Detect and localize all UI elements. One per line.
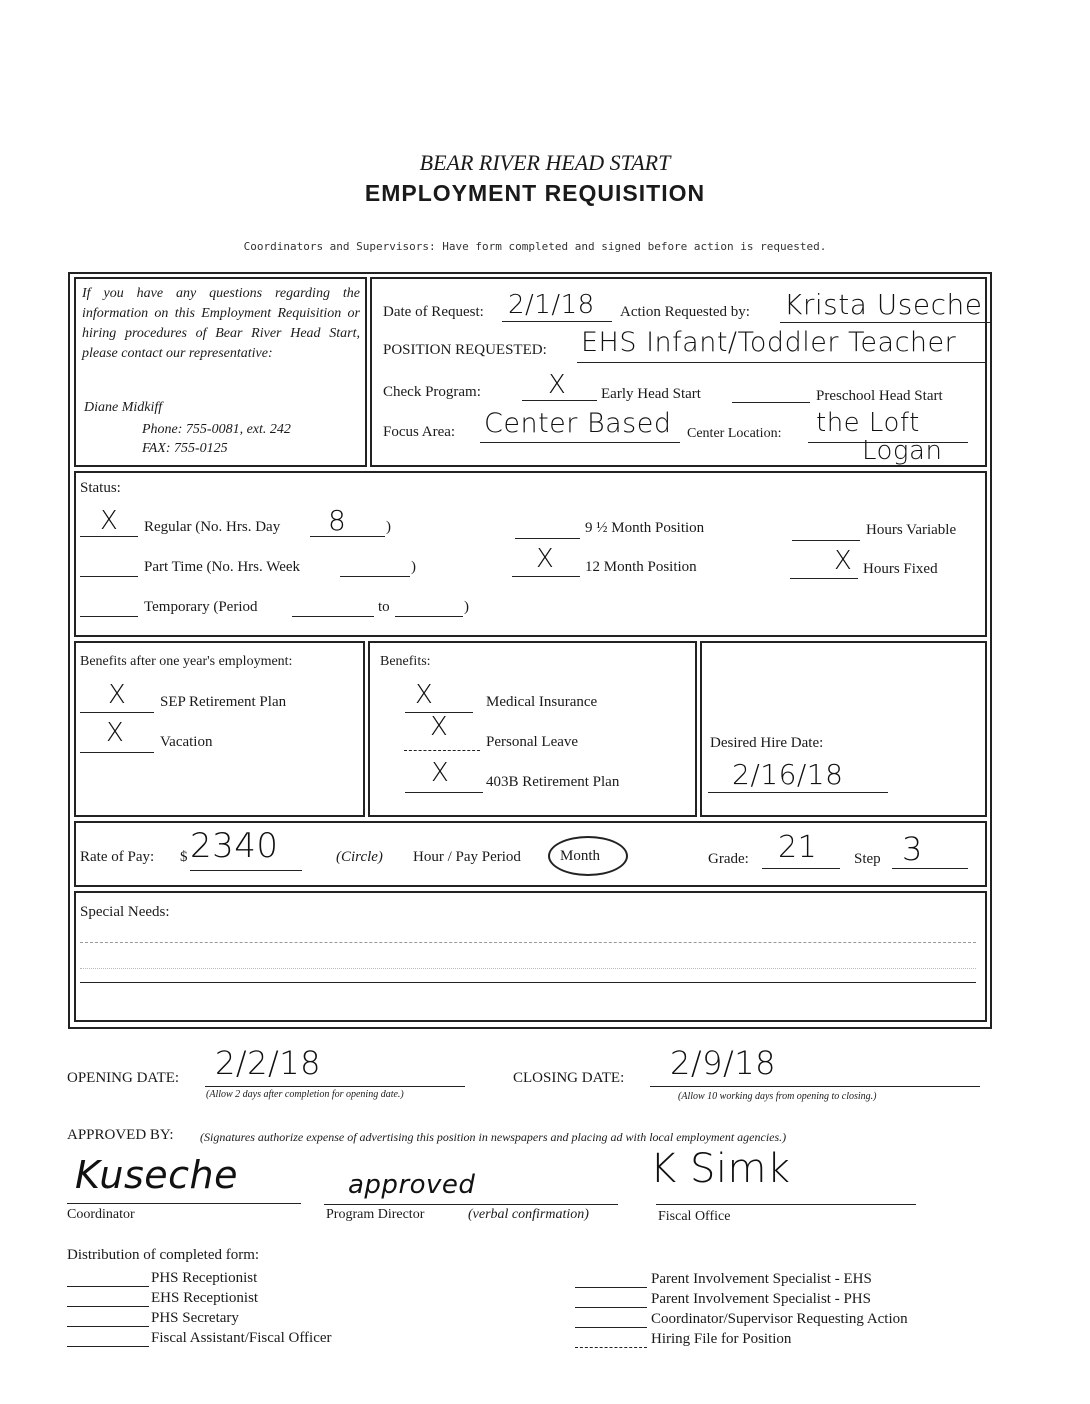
retirement-403b-mark: X	[431, 758, 449, 788]
nine-month-checkbox[interactable]	[515, 518, 580, 539]
vacation-label: Vacation	[160, 734, 213, 750]
fiscal-office-label: Fiscal Office	[658, 1209, 731, 1224]
date-of-request-value: 2/1/18	[508, 290, 595, 320]
pay-period-label: Hour / Pay Period	[413, 849, 521, 865]
regular-mark: X	[100, 506, 118, 536]
fiscal-office-signature-field[interactable]	[650, 1146, 916, 1205]
distribution-checkbox[interactable]	[575, 1271, 647, 1288]
distribution-checkbox[interactable]	[67, 1270, 149, 1287]
temporary-close-paren: )	[464, 599, 469, 615]
step-value: 3	[902, 830, 923, 868]
twelve-month-mark: X	[536, 544, 554, 574]
status-label: Status:	[80, 480, 121, 496]
position-requested-label: POSITION REQUESTED:	[383, 342, 547, 358]
date-of-request-label: Date of Request:	[383, 304, 484, 320]
distribution-item[interactable]	[67, 1327, 387, 1347]
part-time-label: Part Time (No. Hrs. Week	[144, 559, 301, 575]
currency-symbol: $	[180, 849, 188, 865]
contact-phone: Phone: 755-0081, ext. 242	[142, 422, 291, 437]
distribution-item-label: PHS Secretary	[151, 1310, 239, 1326]
special-needs-line-3[interactable]	[80, 982, 976, 983]
focus-area-label: Focus Area:	[383, 424, 456, 440]
medical-insurance-checkbox[interactable]	[405, 680, 473, 713]
coordinator-signature-field[interactable]	[67, 1153, 301, 1204]
desired-hire-date-value: 2/16/18	[732, 758, 844, 791]
temporary-to-field[interactable]	[395, 596, 463, 617]
twelve-month-label: 12 Month Position	[585, 559, 697, 575]
distribution-checkbox[interactable]	[67, 1290, 149, 1307]
regular-checkbox[interactable]	[80, 506, 138, 537]
temporary-from-field[interactable]	[292, 596, 374, 617]
special-needs-box	[74, 891, 987, 1022]
closing-date-value: 2/9/18	[670, 1044, 776, 1082]
personal-leave-checkbox[interactable]	[404, 712, 480, 751]
opening-date-value: 2/2/18	[215, 1044, 321, 1082]
distribution-label: Distribution of completed form:	[67, 1247, 260, 1263]
distribution-item-label: Fiscal Assistant/Fiscal Officer	[151, 1330, 332, 1346]
special-needs-line-1[interactable]	[80, 942, 976, 943]
organization-name: BEAR RIVER HEAD START	[419, 150, 671, 175]
regular-hours-value: 8	[328, 504, 347, 537]
grade-value: 21	[778, 830, 818, 865]
distribution-right-list	[575, 1268, 995, 1348]
temporary-label: Temporary (Period	[144, 599, 258, 615]
benefits-label: Benefits:	[380, 654, 431, 669]
preschool-head-start-label: Preschool Head Start	[816, 388, 943, 404]
regular-hours-field[interactable]	[310, 504, 385, 537]
contact-text: If you have any questions regarding the information on this Employment Requisition or hiring procedures of Bear River Head Start, please contact our representative:	[82, 286, 360, 361]
regular-close-paren: )	[386, 519, 391, 535]
step-field[interactable]	[892, 830, 968, 869]
distribution-item-label: EHS Receptionist	[151, 1290, 259, 1306]
part-time-hours-field[interactable]	[340, 556, 410, 577]
grade-label: Grade:	[708, 851, 749, 867]
distribution-item[interactable]	[575, 1328, 995, 1348]
desired-hire-date-label: Desired Hire Date:	[710, 735, 824, 751]
distribution-item[interactable]	[67, 1287, 387, 1307]
vacation-checkbox[interactable]	[80, 718, 154, 753]
hours-variable-label: Hours Variable	[866, 522, 957, 538]
form-instruction: Coordinators and Supervisors: Have form completed and signed before action is requested.	[243, 240, 827, 253]
opening-date-field[interactable]	[205, 1044, 465, 1087]
part-time-checkbox[interactable]	[80, 556, 138, 577]
distribution-item[interactable]	[67, 1267, 387, 1287]
check-program-label: Check Program:	[383, 384, 481, 400]
center-location-value-1: the Loft	[816, 408, 920, 438]
program-director-signature: approved	[348, 1170, 476, 1200]
form-title: EMPLOYMENT REQUISITION	[364, 180, 706, 206]
action-requested-field[interactable]	[780, 290, 990, 323]
distribution-item-label: PHS Receptionist	[151, 1270, 258, 1286]
program-director-signature-field[interactable]	[324, 1170, 618, 1205]
distribution-item[interactable]	[575, 1308, 995, 1328]
preschool-head-start-checkbox[interactable]	[732, 382, 810, 403]
action-requested-value: Krista Useche	[784, 288, 983, 321]
part-time-close-paren: )	[411, 559, 416, 575]
retirement-403b-checkbox[interactable]	[405, 758, 483, 793]
distribution-checkbox[interactable]	[67, 1310, 149, 1327]
closing-date-label: CLOSING DATE:	[513, 1070, 625, 1086]
early-head-start-label: Early Head Start	[601, 386, 701, 402]
vacation-mark: X	[106, 718, 124, 748]
contact-name: Diane Midkiff	[84, 400, 163, 415]
opening-date-note: (Allow 2 days after completion for opening date.)	[206, 1089, 404, 1100]
medical-insurance-mark: X	[415, 680, 433, 710]
personal-leave-label: Personal Leave	[486, 734, 579, 750]
distribution-item-label: Coordinator/Supervisor Requesting Action	[651, 1311, 908, 1327]
distribution-checkbox[interactable]	[575, 1291, 647, 1308]
rate-of-pay-field[interactable]	[190, 826, 302, 871]
month-option[interactable]	[548, 836, 628, 876]
fiscal-office-signature: K Simk	[650, 1146, 791, 1192]
hours-variable-checkbox[interactable]	[792, 520, 860, 541]
distribution-item-label: Hiring File for Position	[651, 1331, 792, 1347]
distribution-item-label: Parent Involvement Specialist - EHS	[651, 1271, 872, 1287]
approved-by-note: (Signatures authorize expense of advertising this position in newspapers and placing ad with local employment agencies.)	[200, 1130, 787, 1144]
distribution-checkbox[interactable]	[67, 1330, 149, 1347]
hours-fixed-label: Hours Fixed	[863, 561, 938, 577]
distribution-checkbox[interactable]	[575, 1311, 647, 1328]
contact-fax: FAX: 755-0125	[142, 441, 228, 456]
rate-of-pay-value: 2340	[190, 826, 279, 866]
rate-of-pay-label: Rate of Pay:	[80, 849, 155, 865]
circle-instruction: (Circle)	[336, 849, 383, 865]
focus-area-value: Center Based	[484, 408, 672, 439]
retirement-403b-label: 403B Retirement Plan	[486, 774, 620, 790]
sep-retirement-label: SEP Retirement Plan	[160, 694, 287, 710]
action-requested-label: Action Requested by:	[620, 304, 750, 320]
program-director-label: Program Director	[326, 1207, 425, 1222]
distribution-item-label: Parent Involvement Specialist - PHS	[651, 1291, 871, 1307]
hours-fixed-checkbox[interactable]	[790, 546, 858, 579]
closing-date-note: (Allow 10 working days from opening to closing.)	[678, 1091, 877, 1102]
program-director-note: (verbal confirmation)	[468, 1207, 589, 1222]
opening-date-label: OPENING DATE:	[67, 1070, 180, 1086]
distribution-left-list	[67, 1267, 387, 1347]
focus-area-field[interactable]	[480, 410, 680, 443]
position-requested-value: EHS Infant/Toddler Teacher	[581, 327, 957, 358]
distribution-item[interactable]	[67, 1307, 387, 1327]
coordinator-signature: Kuseche	[75, 1153, 239, 1197]
twelve-month-checkbox[interactable]	[512, 544, 580, 577]
early-head-start-checkbox[interactable]	[522, 370, 597, 401]
closing-date-field[interactable]	[650, 1044, 980, 1087]
distribution-checkbox[interactable]	[575, 1331, 647, 1348]
grade-field[interactable]	[762, 830, 840, 869]
hours-fixed-mark: X	[834, 546, 852, 576]
sep-retirement-mark: X	[108, 680, 126, 710]
medical-insurance-label: Medical Insurance	[486, 694, 598, 710]
temporary-to-label: to	[378, 599, 390, 615]
nine-month-label: 9 ½ Month Position	[585, 520, 705, 536]
special-needs-label: Special Needs:	[80, 904, 170, 920]
date-of-request-field[interactable]	[502, 290, 612, 322]
center-location-label: Center Location:	[687, 426, 782, 441]
regular-label: Regular (No. Hrs. Day	[144, 519, 281, 535]
personal-leave-mark: X	[430, 712, 448, 742]
desired-hire-date-field[interactable]	[708, 758, 888, 793]
benefits-after-label: Benefits after one year's employment:	[80, 654, 293, 669]
early-head-start-mark: X	[548, 370, 566, 400]
temporary-checkbox[interactable]	[80, 596, 138, 617]
approved-by-label: APPROVED BY:	[67, 1127, 174, 1143]
coordinator-label: Coordinator	[67, 1207, 135, 1222]
position-requested-field[interactable]	[577, 327, 987, 363]
special-needs-line-2[interactable]	[80, 968, 976, 969]
center-location-value-2: Logan	[862, 436, 943, 466]
step-label: Step	[854, 851, 881, 867]
sep-retirement-checkbox[interactable]	[80, 680, 154, 713]
distribution-item[interactable]	[575, 1288, 995, 1308]
distribution-item[interactable]	[575, 1268, 995, 1288]
month-label: Month	[560, 848, 601, 864]
